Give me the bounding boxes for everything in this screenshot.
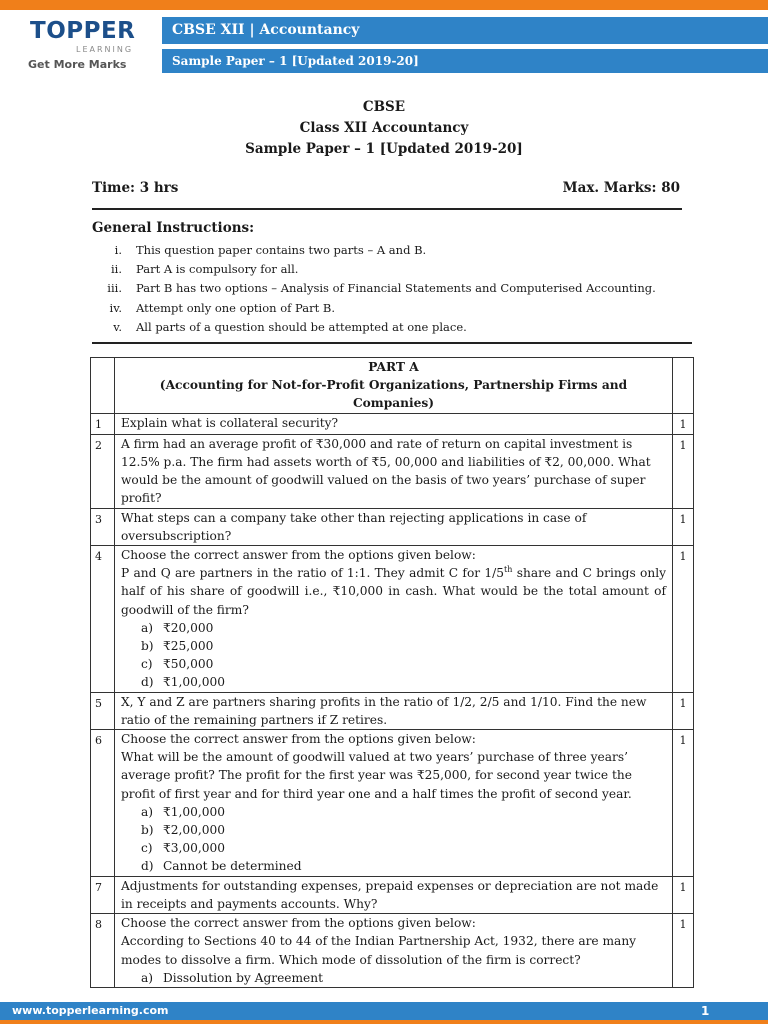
option-label: a) bbox=[140, 620, 153, 635]
part-a-header-row bbox=[91, 358, 694, 414]
header-paper-bar: Sample Paper – 1 [Updated 2019-20] bbox=[162, 49, 768, 73]
option-item bbox=[141, 637, 666, 655]
title-board: CBSE bbox=[362, 99, 406, 115]
part-a-subtitle: (Accounting for Not-for-Profit Organizations, Partnership Firms and Companies) bbox=[159, 378, 628, 411]
instruction-num: i. bbox=[114, 243, 122, 257]
option-label: a) bbox=[140, 804, 153, 819]
option-item bbox=[141, 655, 666, 673]
option-text: ₹2,00,000 bbox=[162, 823, 225, 838]
option-text: ₹1,00,000 bbox=[162, 675, 225, 690]
option-label: b) bbox=[140, 823, 154, 838]
bottom-accent-bar bbox=[0, 1020, 768, 1024]
instructions-divider bbox=[92, 342, 692, 344]
question-text-part: P and Q are partners in the ratio of 1:1. They admit C for 1/5 bbox=[120, 566, 505, 581]
option-label: d) bbox=[140, 859, 154, 874]
max-marks-label: Max. Marks: 80 bbox=[562, 180, 680, 196]
page-number: 1 bbox=[701, 1004, 710, 1018]
option-text: ₹50,000 bbox=[162, 657, 214, 672]
option-item bbox=[141, 969, 666, 987]
instruction-text: Part A is compulsory for all. bbox=[136, 262, 299, 277]
instruction-text: Part B has two options – Analysis of Financial Statements and Computerised Accounting. bbox=[136, 281, 656, 296]
question-row bbox=[91, 876, 694, 913]
option-label: c) bbox=[140, 657, 153, 672]
logo-tagline: Get More Marks bbox=[28, 58, 127, 71]
question-marks: 1 bbox=[673, 434, 694, 508]
instructions-list bbox=[92, 241, 692, 337]
question-text: What will be the amount of goodwill valued at two years’ purchase of three years’ average profit? The profit for the first year was ₹25,000, for second year twice the profit of first year and for third year one and a half times the profit of second year. bbox=[120, 750, 632, 801]
option-text: ₹25,000 bbox=[162, 639, 214, 654]
option-text: Cannot be determined bbox=[162, 859, 302, 874]
paper-title bbox=[0, 97, 768, 160]
logo-subtext: LEARNING bbox=[76, 45, 134, 54]
question-text: X, Y and Z are partners sharing profits in the ratio of 1/2, 2/5 and 1/10. Find the new ratio of the remaining partners if Z retires. bbox=[114, 692, 672, 729]
question-text: What steps can a company take other than rejecting applications in case of oversubscription? bbox=[114, 508, 672, 545]
option-label: a) bbox=[140, 970, 153, 985]
option-item bbox=[141, 821, 666, 839]
option-label: b) bbox=[140, 639, 154, 654]
logo-wordmark: TOPPER bbox=[30, 18, 136, 44]
question-text: Explain what is collateral security? bbox=[114, 413, 672, 434]
options-list bbox=[121, 969, 666, 987]
option-text: Dissolution by Agreement bbox=[162, 970, 324, 985]
question-row bbox=[91, 413, 694, 434]
option-item bbox=[141, 619, 666, 637]
question-text bbox=[121, 564, 666, 619]
option-label: d) bbox=[140, 675, 154, 690]
option-item bbox=[141, 857, 666, 875]
question-marks: 1 bbox=[673, 730, 694, 877]
instructions-heading: General Instructions: bbox=[92, 220, 255, 236]
question-number: 7 bbox=[91, 876, 115, 913]
question-text: A firm had an average profit of ₹30,000 and rate of return on capital investment is 12.5% p.a. The firm had assets worth of ₹5, 00,000 and liabilities of ₹2, 00,000. What would be the amount of goodwill valued on the basis of two years’ purchase of super profit? bbox=[114, 434, 672, 508]
instruction-item bbox=[92, 241, 692, 260]
question-body bbox=[114, 546, 672, 693]
question-text: Adjustments for outstanding expenses, prepaid expenses or depreciation are not made in receipts and payments accounts. Why? bbox=[114, 876, 672, 913]
question-number: 4 bbox=[91, 546, 115, 693]
instruction-item bbox=[92, 318, 692, 337]
option-text: ₹1,00,000 bbox=[162, 804, 225, 819]
time-marks-row bbox=[92, 178, 682, 210]
option-text: ₹3,00,000 bbox=[162, 841, 225, 856]
instruction-item bbox=[92, 260, 692, 279]
question-row bbox=[91, 546, 694, 693]
question-marks: 1 bbox=[673, 508, 694, 545]
question-intro: Choose the correct answer from the options given below: bbox=[120, 916, 476, 931]
question-intro: Choose the correct answer from the options given below: bbox=[120, 548, 476, 563]
question-number: 8 bbox=[91, 914, 115, 988]
instruction-text: All parts of a question should be attempted at one place. bbox=[136, 319, 467, 334]
instruction-item bbox=[92, 299, 692, 318]
question-superscript: th bbox=[504, 565, 513, 575]
question-number: 5 bbox=[91, 692, 115, 729]
question-number: 3 bbox=[91, 508, 115, 545]
question-row bbox=[91, 730, 694, 877]
instruction-text: Attempt only one option of Part B. bbox=[136, 300, 336, 315]
question-body bbox=[114, 914, 672, 988]
question-marks: 1 bbox=[673, 413, 694, 434]
question-row bbox=[91, 692, 694, 729]
option-item bbox=[141, 803, 666, 821]
topper-logo bbox=[28, 16, 138, 76]
question-row bbox=[91, 434, 694, 508]
top-accent-bar bbox=[0, 0, 768, 10]
instruction-num: iv. bbox=[109, 300, 122, 315]
question-text-part: share and C brings only half of his share of goodwill i.e., ₹10,000 in cash. What would be the total amount of goodwill of the firm? bbox=[120, 566, 667, 617]
question-intro: Choose the correct answer from the options given below: bbox=[120, 732, 476, 747]
instruction-num: ii. bbox=[110, 262, 122, 277]
part-a-header bbox=[114, 358, 672, 414]
question-marks: 1 bbox=[673, 876, 694, 913]
question-marks: 1 bbox=[673, 546, 694, 693]
option-item bbox=[141, 673, 666, 691]
title-class: Class XII Accountancy bbox=[299, 120, 469, 136]
questions-table bbox=[90, 357, 694, 988]
footer-bar bbox=[0, 1002, 768, 1020]
question-number: 6 bbox=[91, 730, 115, 877]
instruction-item bbox=[92, 279, 692, 298]
question-number: 2 bbox=[91, 434, 115, 508]
options-list bbox=[121, 619, 666, 692]
question-row bbox=[91, 508, 694, 545]
part-a-title: PART A bbox=[368, 360, 419, 374]
question-text: According to Sections 40 to 44 of the Indian Partnership Act, 1932, there are many modes to dissolve a firm. Which mode of dissolution of the firm is correct? bbox=[120, 934, 637, 967]
question-marks: 1 bbox=[673, 914, 694, 988]
question-number: 1 bbox=[91, 413, 115, 434]
option-label: c) bbox=[140, 841, 153, 856]
option-text: ₹20,000 bbox=[162, 620, 214, 635]
question-row bbox=[91, 914, 694, 988]
options-list bbox=[121, 803, 666, 876]
footer-website-link[interactable]: www.topperlearning.com bbox=[12, 1004, 169, 1017]
title-paper: Sample Paper – 1 [Updated 2019-20] bbox=[245, 141, 523, 157]
question-marks: 1 bbox=[673, 692, 694, 729]
instruction-num: iii. bbox=[107, 281, 122, 296]
option-item bbox=[141, 839, 666, 857]
header-subject-bar: CBSE XII | Accountancy bbox=[162, 17, 768, 44]
instruction-num: v. bbox=[113, 319, 122, 334]
time-label: Time: 3 hrs bbox=[92, 180, 179, 196]
question-body bbox=[114, 730, 672, 877]
instruction-text: This question paper contains two parts – A and B. bbox=[136, 243, 427, 257]
